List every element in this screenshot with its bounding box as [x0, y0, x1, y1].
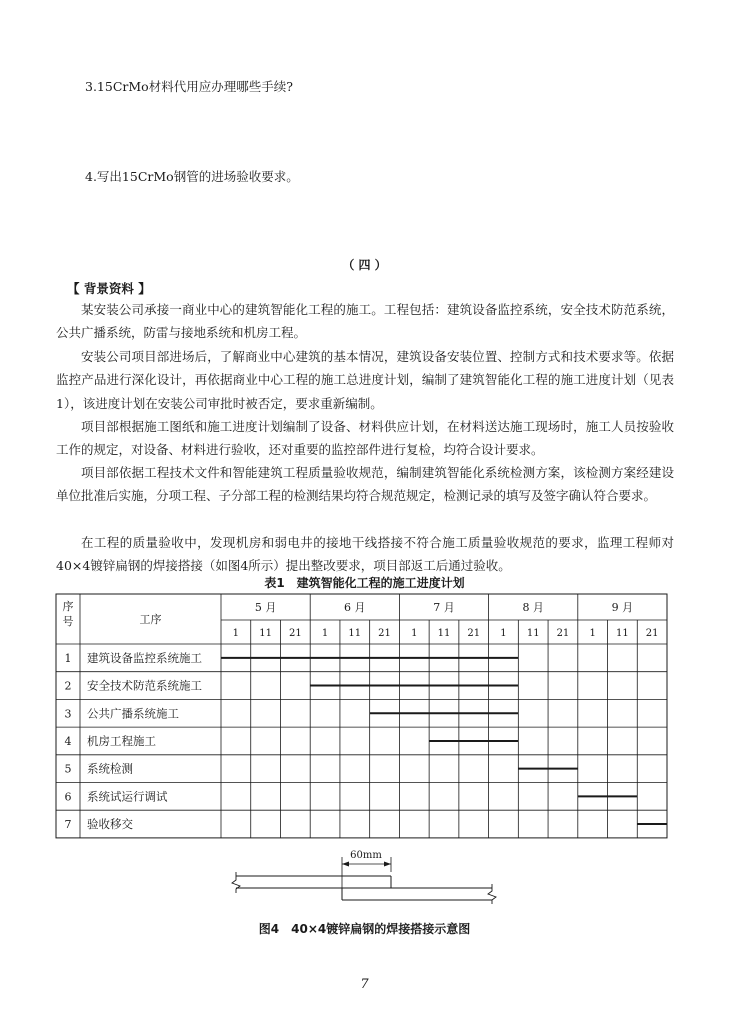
- paragraph-1: 某安装公司承接一商业中心的建筑智能化工程的施工。工程包括：建筑设备监控系统，安全技术防范系统，公共广播系统，防雷与接地系统和机房工程。: [56, 302, 674, 341]
- header-month: 8 月: [522, 601, 544, 614]
- header-month: 5 月: [254, 601, 277, 614]
- header-no-label-2: 号: [62, 615, 74, 628]
- row-number: 4: [64, 734, 72, 748]
- table-title: 表1 建筑智能化工程的施工进度计划: [264, 576, 465, 590]
- header-month: 6 月: [344, 601, 366, 614]
- header-day: 11: [616, 628, 629, 639]
- section-title: （ 四 ）: [342, 258, 387, 272]
- header-day: 1: [589, 628, 596, 639]
- paragraph-4: 项目部依据工程技术文件和智能建筑工程质量验收规范，编制建筑智能化系统检测方案，该检测方案经建设单位批准后实施，分项工程、子分部工程的检测结果均符合规范规定，检测记录的填写及签字确认符合要求。: [56, 465, 674, 504]
- upper-bar-break-mark: [232, 872, 240, 893]
- row-number: 1: [64, 651, 72, 665]
- header-no-label: 序: [62, 600, 74, 613]
- paragraph-2: 安装公司项目部进场后，了解商业中心建筑的基本情况，建筑设备安装位置、控制方式和技术要求等。依据监控产品进行深化设计，再依据商业中心工程的施工总进度计划，编制了建筑智能化工程的施工进度计划（见表1），该进度计划在安装公司审批时被否定，要求重新编制。: [56, 349, 674, 411]
- header-day: 11: [259, 628, 272, 639]
- row-task-name: 验收移交: [87, 817, 133, 832]
- row-task-name: 安全技术防范系统施工: [87, 678, 202, 693]
- header-month: 7 月: [433, 601, 455, 614]
- question-4: 4.写出15CrMo钢管的进场验收要求。: [85, 169, 299, 184]
- header-day: 21: [378, 628, 391, 639]
- header-day: 11: [526, 628, 540, 639]
- row-task-name: 系统检测: [87, 761, 133, 776]
- header-day: 21: [467, 628, 481, 639]
- row-task-name: 建筑设备监控系统施工: [87, 650, 202, 665]
- dimension-arrow-left: [342, 862, 349, 867]
- row-task-name: 公共广播系统施工: [87, 706, 179, 721]
- question-3: 3.15CrMo材料代用应办理哪些手续?: [85, 79, 293, 94]
- header-day: 1: [411, 628, 418, 639]
- dimension-arrow-right: [384, 862, 391, 867]
- header-month: 9 月: [611, 601, 634, 614]
- header-day: 1: [500, 628, 507, 639]
- header-day: 1: [321, 628, 329, 639]
- row-number: 5: [64, 762, 72, 776]
- paragraph-3: 项目部根据施工图纸和施工进度计划编制了设备、材料供应计划，在材料送达施工现场时，施工人员按验收工作的规定，对设备、材料进行验收，还对重要的监控部件进行复检，均符合设计要求。: [56, 419, 674, 458]
- background-title: 【 背景资料 】: [67, 281, 151, 296]
- row-task-name: 机房工程施工: [87, 733, 156, 748]
- paragraph-5: 在工程的质量验收中，发现机房和弱电井的接地干线搭接不符合施工质量验收规范的要求，监理工程师对40×4镀锌扁钢的焊接搭接（如图4所示）提出整改要求，项目部返工后通过验收。: [56, 535, 674, 574]
- dimension-label: 60mm: [350, 850, 382, 861]
- row-task-name: 系统试运行调试: [87, 789, 168, 804]
- row-number: 2: [64, 679, 72, 693]
- row-number: 3: [64, 707, 72, 721]
- header-task-label: 工序: [139, 613, 162, 626]
- row-number: 7: [64, 818, 72, 832]
- header-day: 21: [645, 628, 659, 639]
- header-day: 1: [232, 628, 240, 639]
- header-day: 21: [556, 628, 570, 639]
- figure-caption: 图4 40×4镀锌扁钢的焊接搭接示意图: [258, 922, 471, 936]
- header-day: 11: [348, 628, 362, 639]
- lower-bar-break-mark: [488, 884, 496, 904]
- page-number: 7: [360, 977, 369, 992]
- header-day: 21: [288, 628, 302, 639]
- row-number: 6: [64, 790, 72, 804]
- header-day: 11: [437, 628, 451, 639]
